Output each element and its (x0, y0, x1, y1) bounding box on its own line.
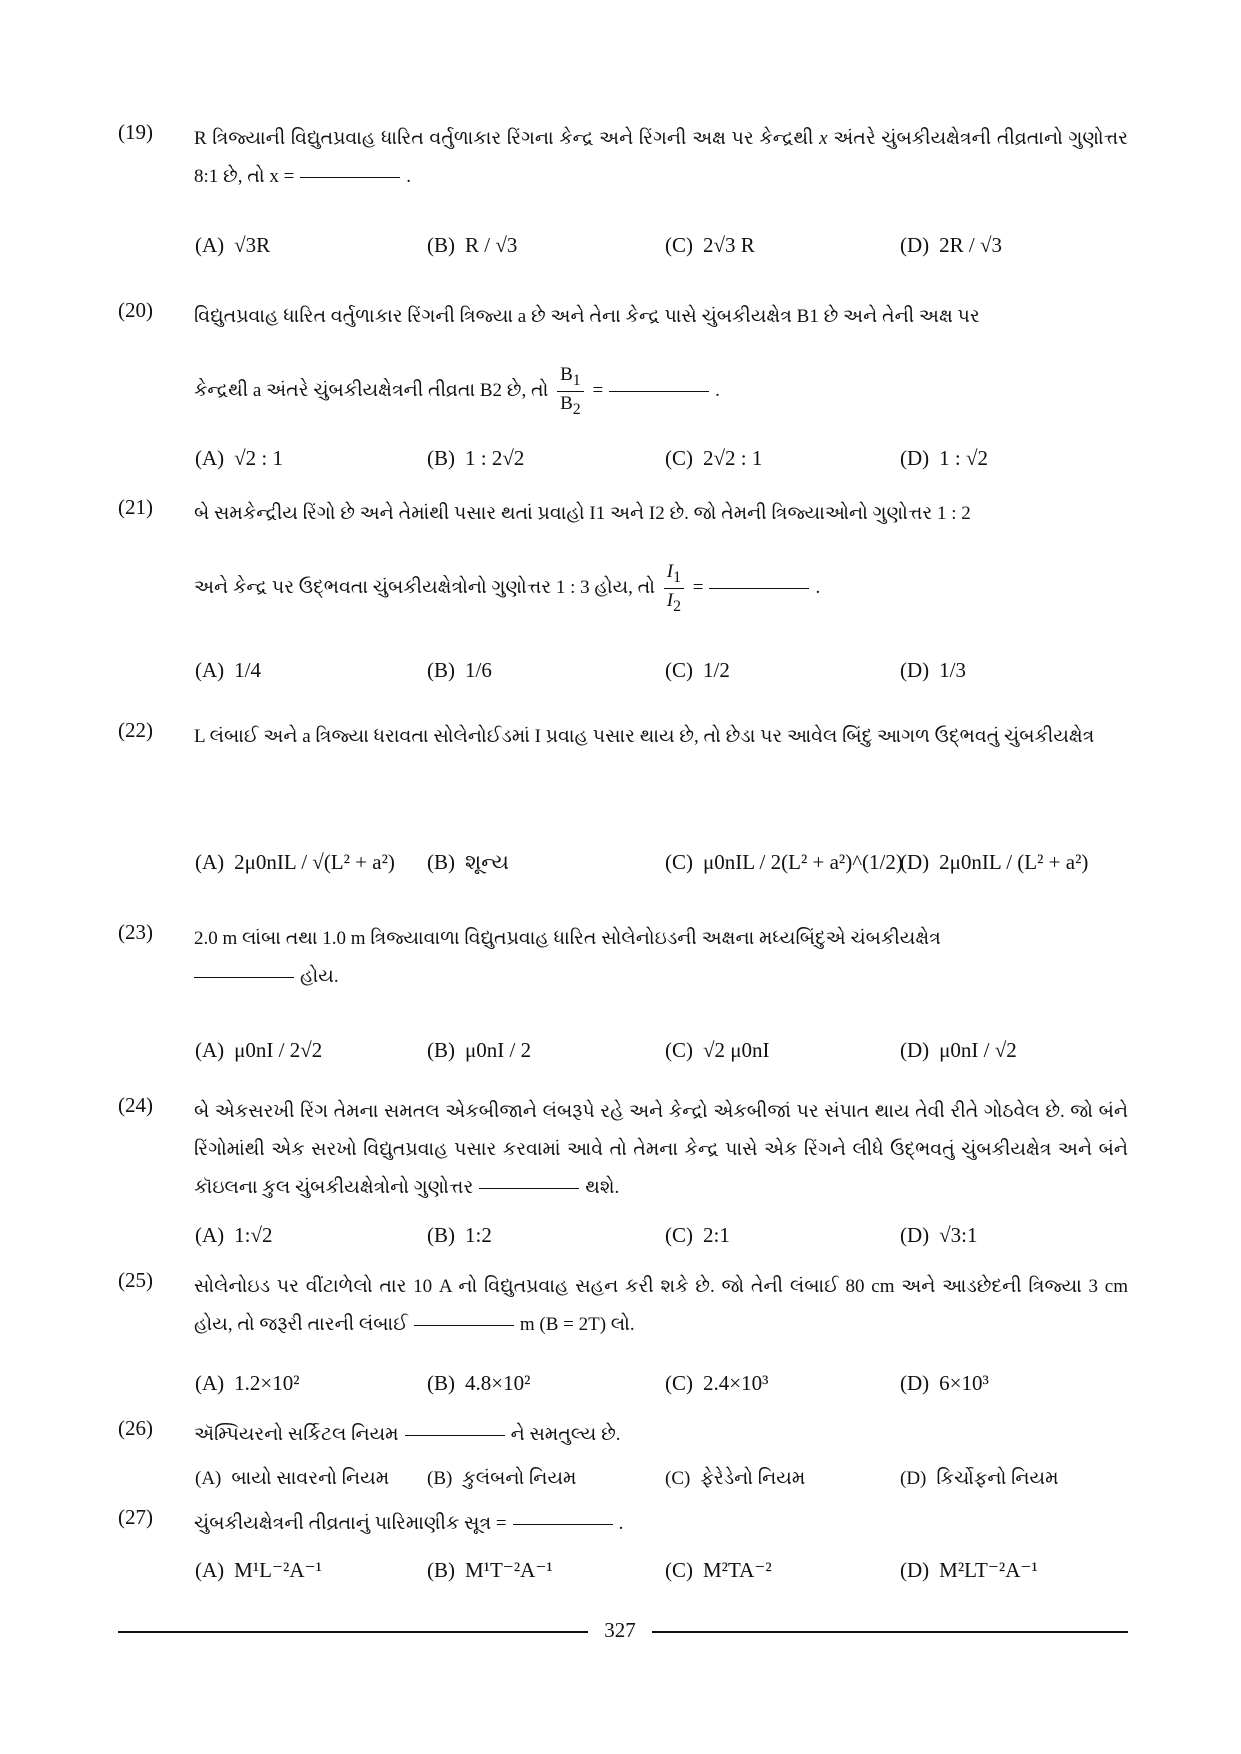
options-25 (195, 1353, 1155, 1413)
option-c: (C) μ0nIL / 2(L² + a²)^(1/2) (665, 849, 903, 874)
option-a: (A) 1/4 (195, 657, 261, 682)
question-number: (27) (118, 1505, 153, 1529)
option-d: (D) μ0nI / √2 (900, 1037, 1017, 1062)
question-20 (118, 298, 1128, 419)
question-text: વિદ્યુતપ્રવાહ ધારિત વર્તુળાકાર રિંગની ત્રિજ્યા a છે અને તેના કેન્દ્ર પાસે ચુંબકીયક્ષેત્ર B1 છે અને તેની અક્ષ પર કેન્દ્રથી a અંતરે ચુંબકીયક્ષેત્રની તીવ્રતા B2 છે, તો $\frac{B_1}{B_2}$ = . (194, 306, 980, 418)
answer-blank (609, 391, 709, 392)
option-d: (D) 6×10³ (900, 1370, 989, 1395)
options-20 (195, 428, 1155, 488)
question-text: ઍમ્પિયરનો સર્કિટલ નિયમ ને સમતુલ્ય છે. (194, 1424, 621, 1445)
option-a: (A) 1:√2 (195, 1222, 273, 1247)
question-22 (118, 718, 1128, 756)
options-22 (195, 832, 1155, 892)
answer-blank (709, 588, 809, 589)
question-number: (21) (118, 495, 153, 519)
question-number: (23) (118, 920, 153, 944)
question-text: 2.0 m લાંબા તથા 1.0 m ત્રિજ્યાવાળા વિદ્યુતપ્રવાહ ધારિત સોલેનોઇડની અક્ષના મધ્યબિંદુએ ચંબકીયક્ષેત્ર હોય. (194, 928, 941, 987)
options-21 (195, 640, 1155, 700)
option-c: (C) 2:1 (665, 1222, 730, 1247)
question-number: (22) (118, 718, 153, 742)
option-b: (B) કુલંબનો નિયમ (427, 1468, 577, 1489)
question-27 (118, 1505, 1128, 1543)
option-d: (D) 1/3 (900, 657, 966, 682)
options-19 (195, 215, 1155, 275)
option-d: (D) 1 : √2 (900, 445, 989, 470)
question-25 (118, 1268, 1128, 1344)
option-b: (B) શૂન્ય (427, 849, 509, 874)
option-b: (B) 1 : 2√2 (427, 445, 525, 470)
answer-blank (405, 1435, 505, 1436)
question-text: L લંબાઈ અને a ત્રિજ્યા ધરાવતા સોલેનોઈડમાં I પ્રવાહ પસાર થાય છે, તો છેડા પર આવેલ બિંદુ આગળ ઉદ્ભવતું ચુંબકીયક્ષેત્ર (194, 726, 1095, 747)
option-d: (D) 2μ0nIL / (L² + a²) (900, 849, 1089, 874)
question-24 (118, 1093, 1128, 1207)
option-b: (B) R / √3 (427, 232, 518, 257)
footer-rule-left (118, 1631, 588, 1633)
question-number: (26) (118, 1416, 153, 1440)
option-b: (B) 1:2 (427, 1222, 492, 1247)
question-19 (118, 120, 1128, 196)
option-a: (A) √3R (195, 232, 271, 257)
question-number: (24) (118, 1093, 153, 1117)
answer-blank (194, 977, 294, 978)
question-text: સોલેનોઇડ પર વીંટાળેલો તાર 10 A નો વિદ્યુતપ્રવાહ સહન કરી શકે છે. જો તેની લંબાઈ 80 cm અને આડછેદની ત્રિજ્યા 3 cm હોય, તો જરૂરી તારની લંબાઈ m (B = 2T) લો. (194, 1276, 1128, 1335)
question-text: ચુંબકીયક્ષેત્રની તીવ્રતાનું પારિમાણીક સૂત્ર = . (194, 1513, 624, 1534)
option-c: (C) √2 μ0nI (665, 1037, 770, 1062)
question-text: બે સમકેન્દ્રીય રિંગો છે અને તેમાંથી પસાર થતાં પ્રવાહો I1 અને I2 છે. જો તેમની ત્રિજ્યાઓનો ગુણોત્તર 1 : 2 અને કેન્દ્ર પર ઉદ્ભવતા ચુંબકીયક્ષેત્રોનો ગુણોત્તર 1 : 3 હોય, તો $\frac{I_1}{I_2}$ = . (194, 503, 971, 615)
option-a: (A) 1.2×10² (195, 1370, 300, 1395)
option-c: (C) ફેરેડેનો નિયમ (665, 1468, 806, 1489)
option-c: (C) 2.4×10³ (665, 1370, 769, 1395)
option-a: (A) M¹L⁻²A⁻¹ (195, 1557, 322, 1582)
ratio-fraction: $\frac{I_1}{I_2}$ (664, 561, 684, 616)
answer-blank (479, 1188, 579, 1189)
option-c: (C) 2√3 R (665, 232, 755, 257)
question-number: (25) (118, 1268, 153, 1292)
option-b: (B) 4.8×10² (427, 1370, 531, 1395)
question-text: R ત્રિજ્યાની વિદ્યુતપ્રવાહ ધારિત વર્તુળાકાર રિંગના કેન્દ્ર અને રિંગની અક્ષ પર કેન્દ્રથી x અંતરે ચુંબકીયક્ષેત્રની તીવ્રતાનો ગુણોત્તર 8:1 છે, તો x = . (194, 128, 1129, 187)
question-number: (20) (118, 298, 153, 322)
answer-blank (513, 1524, 613, 1525)
option-a: (A) √2 : 1 (195, 445, 284, 470)
options-27 (195, 1540, 1155, 1600)
question-number: (19) (118, 120, 153, 144)
option-d: (D) કિર્ચોફનો નિયમ (900, 1468, 1059, 1489)
option-c: (C) M²TA⁻² (665, 1557, 772, 1582)
question-text: બે એકસરખી રિંગ તેમના સમતલ એકબીજાને લંબરૂપે રહે અને કેન્દ્રો એકબીજાં પર સંપાત થાય તેવી રીતે ગોઠવેલ છે. જો બંને રિંગોમાંથી એક સરખો વિદ્યુતપ્રવાહ પસાર કરવામાં આવે તો તેમના કેન્દ્ર પાસે એક રિંગને લીધે ઉદ્ભવતું ચુંબકીયક્ષેત્ર અને બંને કૉઇલના કુલ ચુંબકીયક્ષેત્રોનો ગુણોત્તર થશે. (194, 1101, 1128, 1198)
option-c: (C) 1/2 (665, 657, 730, 682)
option-b: (B) M¹T⁻²A⁻¹ (427, 1557, 553, 1582)
option-b: (B) μ0nI / 2 (427, 1037, 532, 1062)
option-c: (C) 2√2 : 1 (665, 445, 763, 470)
options-26 (195, 1449, 1155, 1509)
option-d: (D) 2R / √3 (900, 232, 1003, 257)
answer-blank (414, 1325, 514, 1326)
answer-blank (300, 177, 400, 178)
option-d: (D) M²LT⁻²A⁻¹ (900, 1557, 1038, 1582)
options-24 (195, 1205, 1155, 1265)
option-a: (A) બાયો સાવરનો નિયમ (195, 1468, 390, 1489)
question-23 (118, 920, 1128, 996)
option-a: (A) 2μ0nIL / √(L² + a²) (195, 849, 395, 874)
options-23 (195, 1020, 1155, 1080)
page-number: 327 (604, 1618, 636, 1642)
footer-rule-right (652, 1631, 1128, 1633)
ratio-fraction: $\frac{B_1}{B_2}$ (557, 364, 584, 419)
option-d: (D) √3:1 (900, 1222, 978, 1247)
option-b: (B) 1/6 (427, 657, 492, 682)
question-21 (118, 495, 1128, 616)
option-a: (A) μ0nI / 2√2 (195, 1037, 323, 1062)
